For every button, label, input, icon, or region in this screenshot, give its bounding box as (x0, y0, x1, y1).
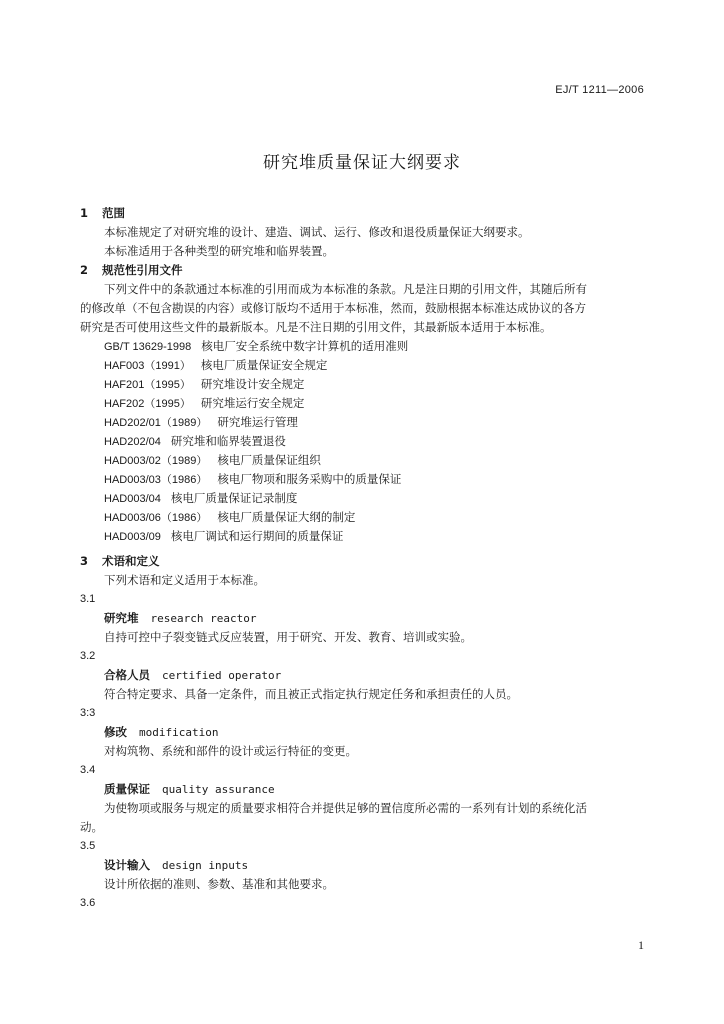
document-title: 研究堆质量保证大纲要求 (263, 153, 461, 173)
reference-code: HAD003/06（1986） (104, 512, 208, 524)
term-zh: 设计输入 (104, 858, 150, 872)
reference-item (80, 432, 660, 451)
reference-title: 核电厂物项和服务采购中的质量保证 (217, 472, 402, 486)
term-heading (80, 856, 660, 875)
page-number: 1 (638, 938, 644, 952)
section-title: 术语和定义 (102, 554, 160, 568)
reference-title: 核电厂安全系统中数字计算机的适用准则 (201, 339, 409, 353)
term-en: modification (139, 726, 219, 739)
reference-code: HAD202/01（1989） (104, 417, 208, 429)
term-zh: 研究堆 (104, 611, 139, 625)
document-body (80, 204, 660, 913)
reference-code: HAD003/03（1986） (104, 474, 208, 486)
section-1-heading (80, 204, 660, 223)
section-title: 范围 (102, 206, 125, 220)
reference-item (80, 394, 660, 413)
term-heading (80, 780, 660, 799)
term-en: design inputs (162, 859, 249, 872)
paragraph: 本标准规定了对研究堆的设计、建造、调试、运行、修改和退役质量保证大纲要求。 (104, 225, 530, 239)
term-heading (80, 723, 660, 742)
reference-item (80, 451, 660, 470)
reference-code: HAD003/09 (104, 531, 161, 543)
paragraph-line: 研究是否可使用这些文件的最新版本。凡是不注日期的引用文件，其最新版本适用于本标准。 (80, 320, 552, 334)
reference-title: 核电厂质量保证安全规定 (200, 358, 328, 372)
term-definition: 自持可控中子裂变链式反应装置，用于研究、开发、教育、培训或实验。 (104, 630, 472, 644)
reference-item (80, 527, 660, 546)
section-number: 3 (80, 554, 89, 568)
term-zh: 修改 (104, 725, 127, 739)
reference-title: 研究堆和临界装置退役 (170, 434, 286, 448)
paragraph: 本标准适用于各种类型的研究堆和临界装置。 (104, 244, 334, 258)
reference-title: 研究堆运行安全规定 (200, 396, 305, 410)
reference-item (80, 470, 660, 489)
term-number: 3.6 (80, 897, 96, 909)
reference-code: HAF201（1995） (104, 379, 191, 391)
section-3-heading (80, 552, 660, 571)
term-en: research reactor (150, 612, 257, 625)
reference-item (80, 356, 660, 375)
reference-item (80, 375, 660, 394)
term-definition: 符合特定要求、具备一定条件，而且被正式指定执行规定任务和承担责任的人员。 (104, 687, 518, 701)
reference-title: 核电厂质量保证大纲的制定 (217, 510, 356, 524)
term-heading (80, 666, 660, 685)
reference-item (80, 489, 660, 508)
reference-title: 核电厂质量保证记录制度 (170, 491, 298, 505)
term-heading (80, 609, 660, 628)
term-definition: 动。 (80, 820, 103, 834)
reference-code: HAD003/04 (104, 493, 161, 505)
term-number: 3.5 (80, 840, 96, 852)
reference-item (80, 337, 660, 356)
paragraph-line: 的修改单（不包含勘误的内容）或修订版均不适用于本标准，然而，鼓励根据本标准达成协议的各方 (80, 301, 586, 315)
section-title: 规范性引用文件 (102, 263, 183, 277)
section-2-heading (80, 261, 660, 280)
term-definition: 设计所依据的准则、参数、基准和其他要求。 (104, 877, 334, 891)
reference-code: GB/T 13629-1998 (104, 341, 192, 353)
term-zh: 质量保证 (104, 782, 150, 796)
reference-code: HAF202（1995） (104, 398, 191, 410)
reference-title: 研究堆运行管理 (217, 415, 298, 429)
term-en: quality assurance (162, 783, 275, 796)
section-number: 1 (80, 206, 89, 220)
reference-title: 核电厂调试和运行期间的质量保证 (170, 529, 344, 543)
paragraph: 下列术语和定义适用于本标准。 (104, 573, 265, 587)
term-en: certified operator (162, 669, 282, 682)
term-number: 3:3 (80, 707, 96, 719)
paragraph-line: 下列文件中的条款通过本标准的引用而成为本标准的条款。凡是注日期的引用文件，其随后所有 (104, 282, 587, 296)
reference-code: HAF003（1991） (104, 360, 191, 372)
term-zh: 合格人员 (104, 668, 150, 682)
term-definition: 对构筑物、系统和部件的设计或运行特征的变更。 (104, 744, 357, 758)
reference-code: HAD003/02（1989） (104, 455, 208, 467)
reference-item (80, 413, 660, 432)
reference-item (80, 508, 660, 527)
standard-code: EJ/T 1211—2006 (555, 84, 644, 96)
reference-code: HAD202/04 (104, 436, 161, 448)
reference-title: 核电厂质量保证组织 (217, 453, 321, 467)
term-definition: 为使物项或服务与规定的质量要求相符合并提供足够的置信度所必需的一系列有计划的系统化活 (104, 801, 587, 815)
term-number: 3.4 (80, 764, 96, 776)
section-number: 2 (80, 263, 89, 277)
reference-title: 研究堆设计安全规定 (200, 377, 305, 391)
term-number: 3.1 (80, 593, 96, 605)
term-number: 3.2 (80, 650, 96, 662)
